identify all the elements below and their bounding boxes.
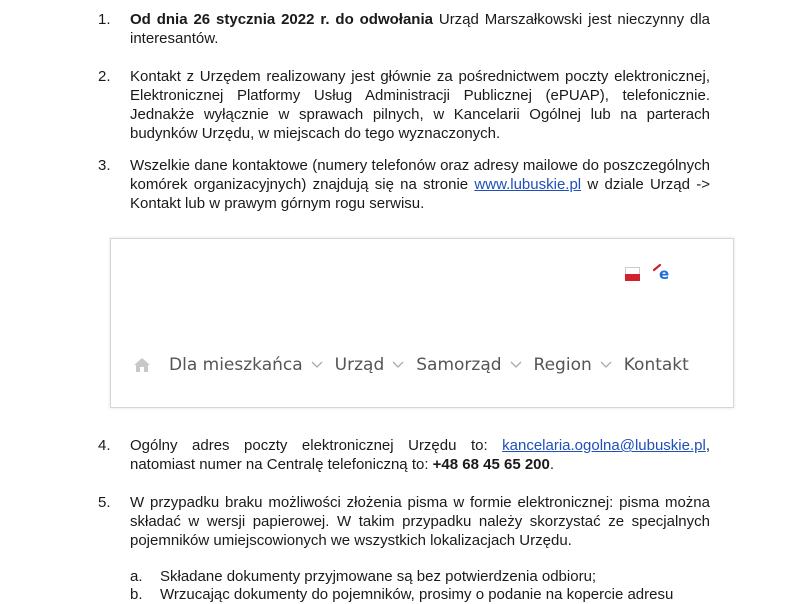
sub-item-text: Wrzucając dokumenty do pojemników, prosimy o podanie na kopercie adresu xyxy=(160,586,674,603)
contact-paragraph: Kontakt z Urzędem realizowany jest głównie za pośrednictwem poczty elektronicznej, Elektronicznej Platformy Usług Administracji Publicznej (ePUAP), telefonicznie. Jednakże wyłącznie w sprawach pilnych, w Kancelarii Ogólnej lub na parterach budynków Urzędu, w miejscach do tego wyznaczonych. xyxy=(130,68,710,142)
phone-number: +48 68 45 65 200 xyxy=(432,456,550,473)
sub-item-b xyxy=(130,585,710,604)
list-item-5 xyxy=(98,493,710,550)
contact-data-text-end: w dziale Urząd -> Kontakt lub w prawym górnym rogu serwisu. xyxy=(130,176,710,212)
sub-item-a xyxy=(130,567,710,586)
list-number: 1. xyxy=(98,11,111,28)
list-item-1 xyxy=(98,10,710,48)
website-link[interactable]: www.lubuskie.pl xyxy=(474,176,582,193)
email-link[interactable]: kancelaria.ogolna@lubuskie.pl xyxy=(502,437,706,454)
closure-text: Urząd Marszałkowski jest nieczynny dla interesantów. xyxy=(130,11,710,47)
closure-date-bold: Od dnia 26 stycznia 2022 r. do odwołania xyxy=(130,11,433,28)
chevron-down-icon xyxy=(600,361,612,369)
website-nav xyxy=(133,355,701,375)
website-header-screenshot xyxy=(110,238,734,408)
list-number: 3. xyxy=(98,157,111,174)
phone-text: , natomiast numer na Centralę telefoniczną to: xyxy=(130,437,710,473)
list-item-4: 4. Ogólny adres poczty elektronicznej Urzędu to: kancelaria.ogolna@lubuskie.pl, natomiast numer na Centralę telefoniczną to: +48 68 45 65 200. xyxy=(98,437,710,473)
chevron-down-icon xyxy=(311,361,323,369)
chevron-down-icon xyxy=(392,361,404,369)
list-item-3 xyxy=(98,156,710,213)
polish-flag-icon xyxy=(625,267,640,281)
nav-item-urzad[interactable]: Urząd xyxy=(335,355,405,375)
nav-item-region[interactable]: Region xyxy=(534,355,612,375)
nav-item-dla-mieszkanca[interactable]: Dla mieszkańca xyxy=(169,355,323,375)
sub-item-letter: b. xyxy=(130,586,143,603)
paper-documents-paragraph: W przypadku braku możliwości złożenia pisma w formie elektronicznej: pisma można składać w wersji papierowej. W takim przypadku należy skorzystać ze specjalnych pojemników umiejscowionych we wszystkich lokalizacjach Urzędu. xyxy=(130,494,710,549)
nav-item-samorzad[interactable]: Samorząd xyxy=(416,355,521,375)
list-number: 5. xyxy=(98,494,111,511)
sub-item-text: Składane dokumenty przyjmowane są bez potwierdzenia odbioru; xyxy=(160,568,597,585)
email-text: Ogólny adres poczty elektronicznej Urzędu to: xyxy=(130,437,503,454)
sub-item-letter: a. xyxy=(130,568,143,585)
home-icon[interactable] xyxy=(133,356,151,374)
chevron-down-icon xyxy=(510,361,522,369)
contact-data-text: Wszelkie dane kontaktowe (numery telefonów oraz adresy mailowe do poszczególnych komórek organizacyjnych) znajdują się na stronie xyxy=(130,157,710,193)
list-number: 2. xyxy=(98,68,111,85)
list-item-2 xyxy=(98,67,710,143)
svg-text:e: e xyxy=(659,265,670,283)
epuap-icon xyxy=(651,261,673,283)
nav-item-kontakt[interactable]: Kontakt xyxy=(623,355,689,375)
list-number: 4. xyxy=(98,437,111,454)
